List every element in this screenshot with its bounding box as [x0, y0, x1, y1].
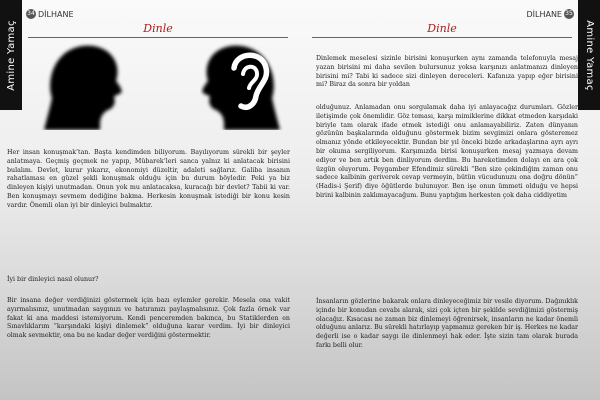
paragraph-1: Dinlemek meselesi sizinle birisini konuşurken aynı zamanda telefonuyla mesaj yazan birisini mi daha sevilen bulursunuz yoksa karşınızı anlatmanızı dinleyen birisini mi? Tabi ki sadece sizi dinleyen dereceleri. Kafanıza yapıp eğer birisini mi? Biraz da sonra bir yoldan	[316, 55, 578, 89]
paragraph-1: Her insan konuşmak’tan. Başta kendimden biliyorum. Bayılıyorum sürekli bir şeyler anlatmaya. Geçmiş geçmek ne yapıp, Mübarek’leri sanca yalnız ki anlatacak birisini bulalım. Devlet, kurar yıkarız, ekonomiyi düzeltir, adaleti sağlarız. Galiba insanın rahatlaması en güzel şekli konuşmak olduğu için bu durum böyledir. Peki ya biz dinleyen kişiyi unutmadan. Onun yok mu anlatacaksa, kuracağı bir devlet? Tabii ki var. Ben konuşmayı sevmem dediğine bakma. Herkesin konuşmak istediği bir konu kesin vardır. Önemli olan iyi bir dinleyici bulmaktır.	[7, 149, 290, 209]
page-number: 35	[565, 10, 573, 17]
right-page	[300, 0, 600, 400]
title-divider	[312, 37, 572, 38]
section-title: Dinle	[143, 22, 173, 35]
author-side-tab	[0, 0, 22, 110]
author-name: Amine Yamaç	[583, 19, 595, 91]
page-number: 34	[27, 10, 35, 17]
speaking-head-silhouette	[44, 46, 122, 130]
paragraph-3: İnsanların gözlerine bakarak onlara dinleyeceğimiz bir vesile diyorum. Dağınıklık içinde bir konudan cevabı alarak, sizi çok içten bir şekilde sevdiğimizi göstermiş olacağız. Kısacası ne zaman biz dinlemeyi öğrenirsek, insanların ne kadar önemli olduğunu anlarız. Bu sürekli hatırlayıp yapmamız gereken bir iş. Herkes ne kadar değerli ise o kadar saygı ile dinlenmeyi hak eder. İşte sizin tam olarak burada farkı belli olur.	[316, 298, 578, 349]
author-side-tab	[578, 0, 600, 110]
page-header	[526, 9, 576, 19]
magazine-name: DİLHANE	[38, 9, 74, 19]
section-title: Dinle	[427, 22, 457, 35]
subheading: İyi bir dinleyici nasıl olunur?	[7, 276, 99, 283]
listening-head-illustration	[200, 40, 295, 130]
title-divider	[28, 37, 288, 38]
magazine-name: DİLHANE	[526, 9, 562, 19]
paragraph-2: olduğunuz. Anlamadan onu sorgulamak daha iyi anlayacağız durumları. Gözler iletişimde çok önemlidir. Göz teması, karşı mimiklerine dikkat etmeden karşıdaki biriyle tam olarak ifade etmek istediği onu anlamayabiliriz. Zaten dünyanın gözünün başkalarında olduğunu göstermek bizim sevgimizi onlara gösteremez olmanız yönde etkileyecektir. Bundan bir yıl önceki bizde arkadaşlarına ayrı ayrı bir okuma sergiliyorum. Karşımızda birisi konuşurken mesaj yazmaya devam ediyor ve ben artık ben dinliyorum derdim. Bu hareketimden dolayı en ara çok üzgün oluyorum. Peygamber Efendimiz sürekli “Ben size çekindiğim zaman onu sadece kalbinin geriverek cevap vermeyin, bütün vücudunuzu ona doğru dönün” (Hadis-i Şerif) diye öğütlerde bulunuyor. Ben işe onun ümmeti olduğu ve hepsi birini kalbinin zaklımayacağum. Bunu yaptığım herkesten çok daha ciddiyetim	[316, 104, 578, 199]
page-header	[24, 9, 74, 19]
paragraph-2: Bir insana değer verdiğinizi göstermek için bazı eylemler gerekir. Mesela ona vakit ayırmalısınız, unutmadan saygınızı ve hatıranızı paylaşmalısınız. Çok fazla örnek var fakat ki ana maddesi istemiyorum. Kendi penceremden bakınca, bu Statiklerden en Sınavlıklarım “karşındaki kişiyi dinlemek” olduğuna karar verdim. İyi bir dinleyici olmak sevmektir, ona bu ne kadar değer verdiğini göstermektir.	[7, 297, 290, 340]
author-name: Amine Yamaç	[5, 19, 17, 91]
